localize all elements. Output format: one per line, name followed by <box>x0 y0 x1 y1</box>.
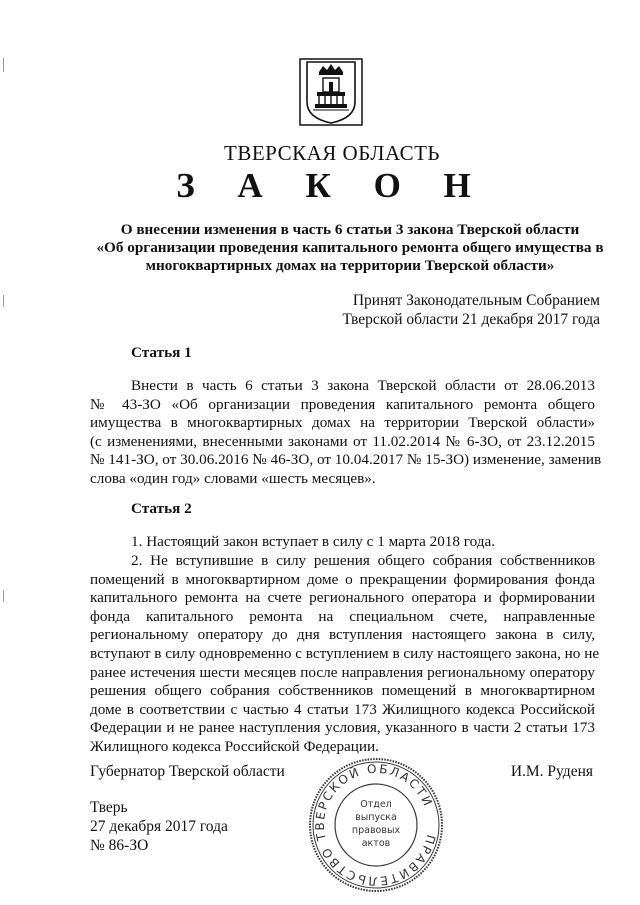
document-type: З А К О Н <box>176 166 488 205</box>
region-name: ТВЕРСКАЯ ОБЛАСТЬ <box>224 141 440 165</box>
text-line: № 43-ЗО «Об организации проведения капитального ремонта общего <box>90 395 595 413</box>
adoption-note <box>342 291 600 329</box>
adoption-line: Принят Законодательным Собранием <box>352 292 600 309</box>
signer-title: Губернатор Тверской области <box>90 763 285 780</box>
text-line: имущества в многоквартирных домах на территории Тверской области» <box>90 414 595 432</box>
text-line: № 141-ЗО, от 30.06.2016 № 46-ЗО, от 10.04.2017 № 15-ЗО) изменение, заменив <box>90 451 602 469</box>
text-line: Внести в часть 6 статьи 3 закона Тверской области от 28.06.2013 <box>131 377 595 394</box>
text-line: помещений в многоквартирном доме о прекращении формирования фонда <box>90 570 595 588</box>
stamp-center-line: выпуска <box>355 812 397 823</box>
scan-edge-mark <box>3 295 4 307</box>
article-2-part-1 <box>90 533 595 552</box>
text-line: региональному оператору до дня вступления настоящего закона в силу, <box>90 626 595 644</box>
text-line: доме в соответствии с частью 4 статьи 173 Жилищного кодекса Российской <box>90 700 595 718</box>
scan-edge-mark <box>3 58 4 72</box>
article-2-heading: Статья 2 <box>131 500 192 517</box>
official-stamp-icon <box>306 755 446 895</box>
stamp-center-line: правовых <box>351 825 401 836</box>
law-title-line: многоквартирных домах на территории Тверской области» <box>145 257 555 274</box>
adoption-line: Тверской области 21 декабря 2017 года <box>342 311 600 328</box>
law-title <box>90 221 610 275</box>
law-title-line: «Об организации проведения капитального ремонта общего имущества в <box>96 239 604 256</box>
article-1-text <box>90 377 602 489</box>
stamp-center-line: Отдел <box>360 799 392 810</box>
text-line: ранее истечения шести месяцев после направления региональному оператору <box>90 663 595 681</box>
text-line: (с изменениями, внесенными законами от 11.02.2014 № 6-ЗО, от 23.12.2015 <box>90 432 595 450</box>
article-2-part-2 <box>90 552 600 757</box>
text-line: фонда капитального ремонта на специальном счете, направленные <box>90 607 595 625</box>
law-number: № 86-ЗО <box>90 837 149 854</box>
stamp-ring-text: ПРАВИТЕЛЬСТВО ТВЕРСКОЙ ОБЛАСТИ <box>312 761 439 889</box>
text-line: слова «один год» словами «шесть месяцев». <box>90 469 376 487</box>
text-line: капитального ремонта на счете регионального оператора и формировании <box>90 589 595 607</box>
law-title-line: О внесении изменения в часть 6 статьи 3 закона Тверской области <box>120 221 580 238</box>
text-line: вступают в силу одновременно с вступлением в силу настоящего закона, но не <box>90 644 600 662</box>
place-date-block <box>90 798 228 855</box>
stamp-center-line: актов <box>361 838 391 849</box>
text-line: Жилищного кодекса Российской Федерации. <box>90 737 379 755</box>
scan-edge-mark <box>3 590 4 602</box>
signer-name: И.М. Руденя <box>510 763 593 780</box>
city: Тверь <box>90 799 128 816</box>
text-line: 1. Настоящий закон вступает в силу с 1 марта 2018 года. <box>131 533 496 550</box>
text-line: 2. Не вступившие в силу решения общего собрания собственников <box>131 552 595 569</box>
text-line: Федерации и не ранее наступления условия, указанного в части 2 статьи 173 <box>90 719 595 737</box>
text-line: решения общего собрания собственников помещений в многоквартирном <box>90 682 595 700</box>
signing-date: 27 декабря 2017 года <box>90 818 228 835</box>
article-1-heading: Статья 1 <box>131 344 192 361</box>
coat-of-arms-icon <box>299 58 363 126</box>
